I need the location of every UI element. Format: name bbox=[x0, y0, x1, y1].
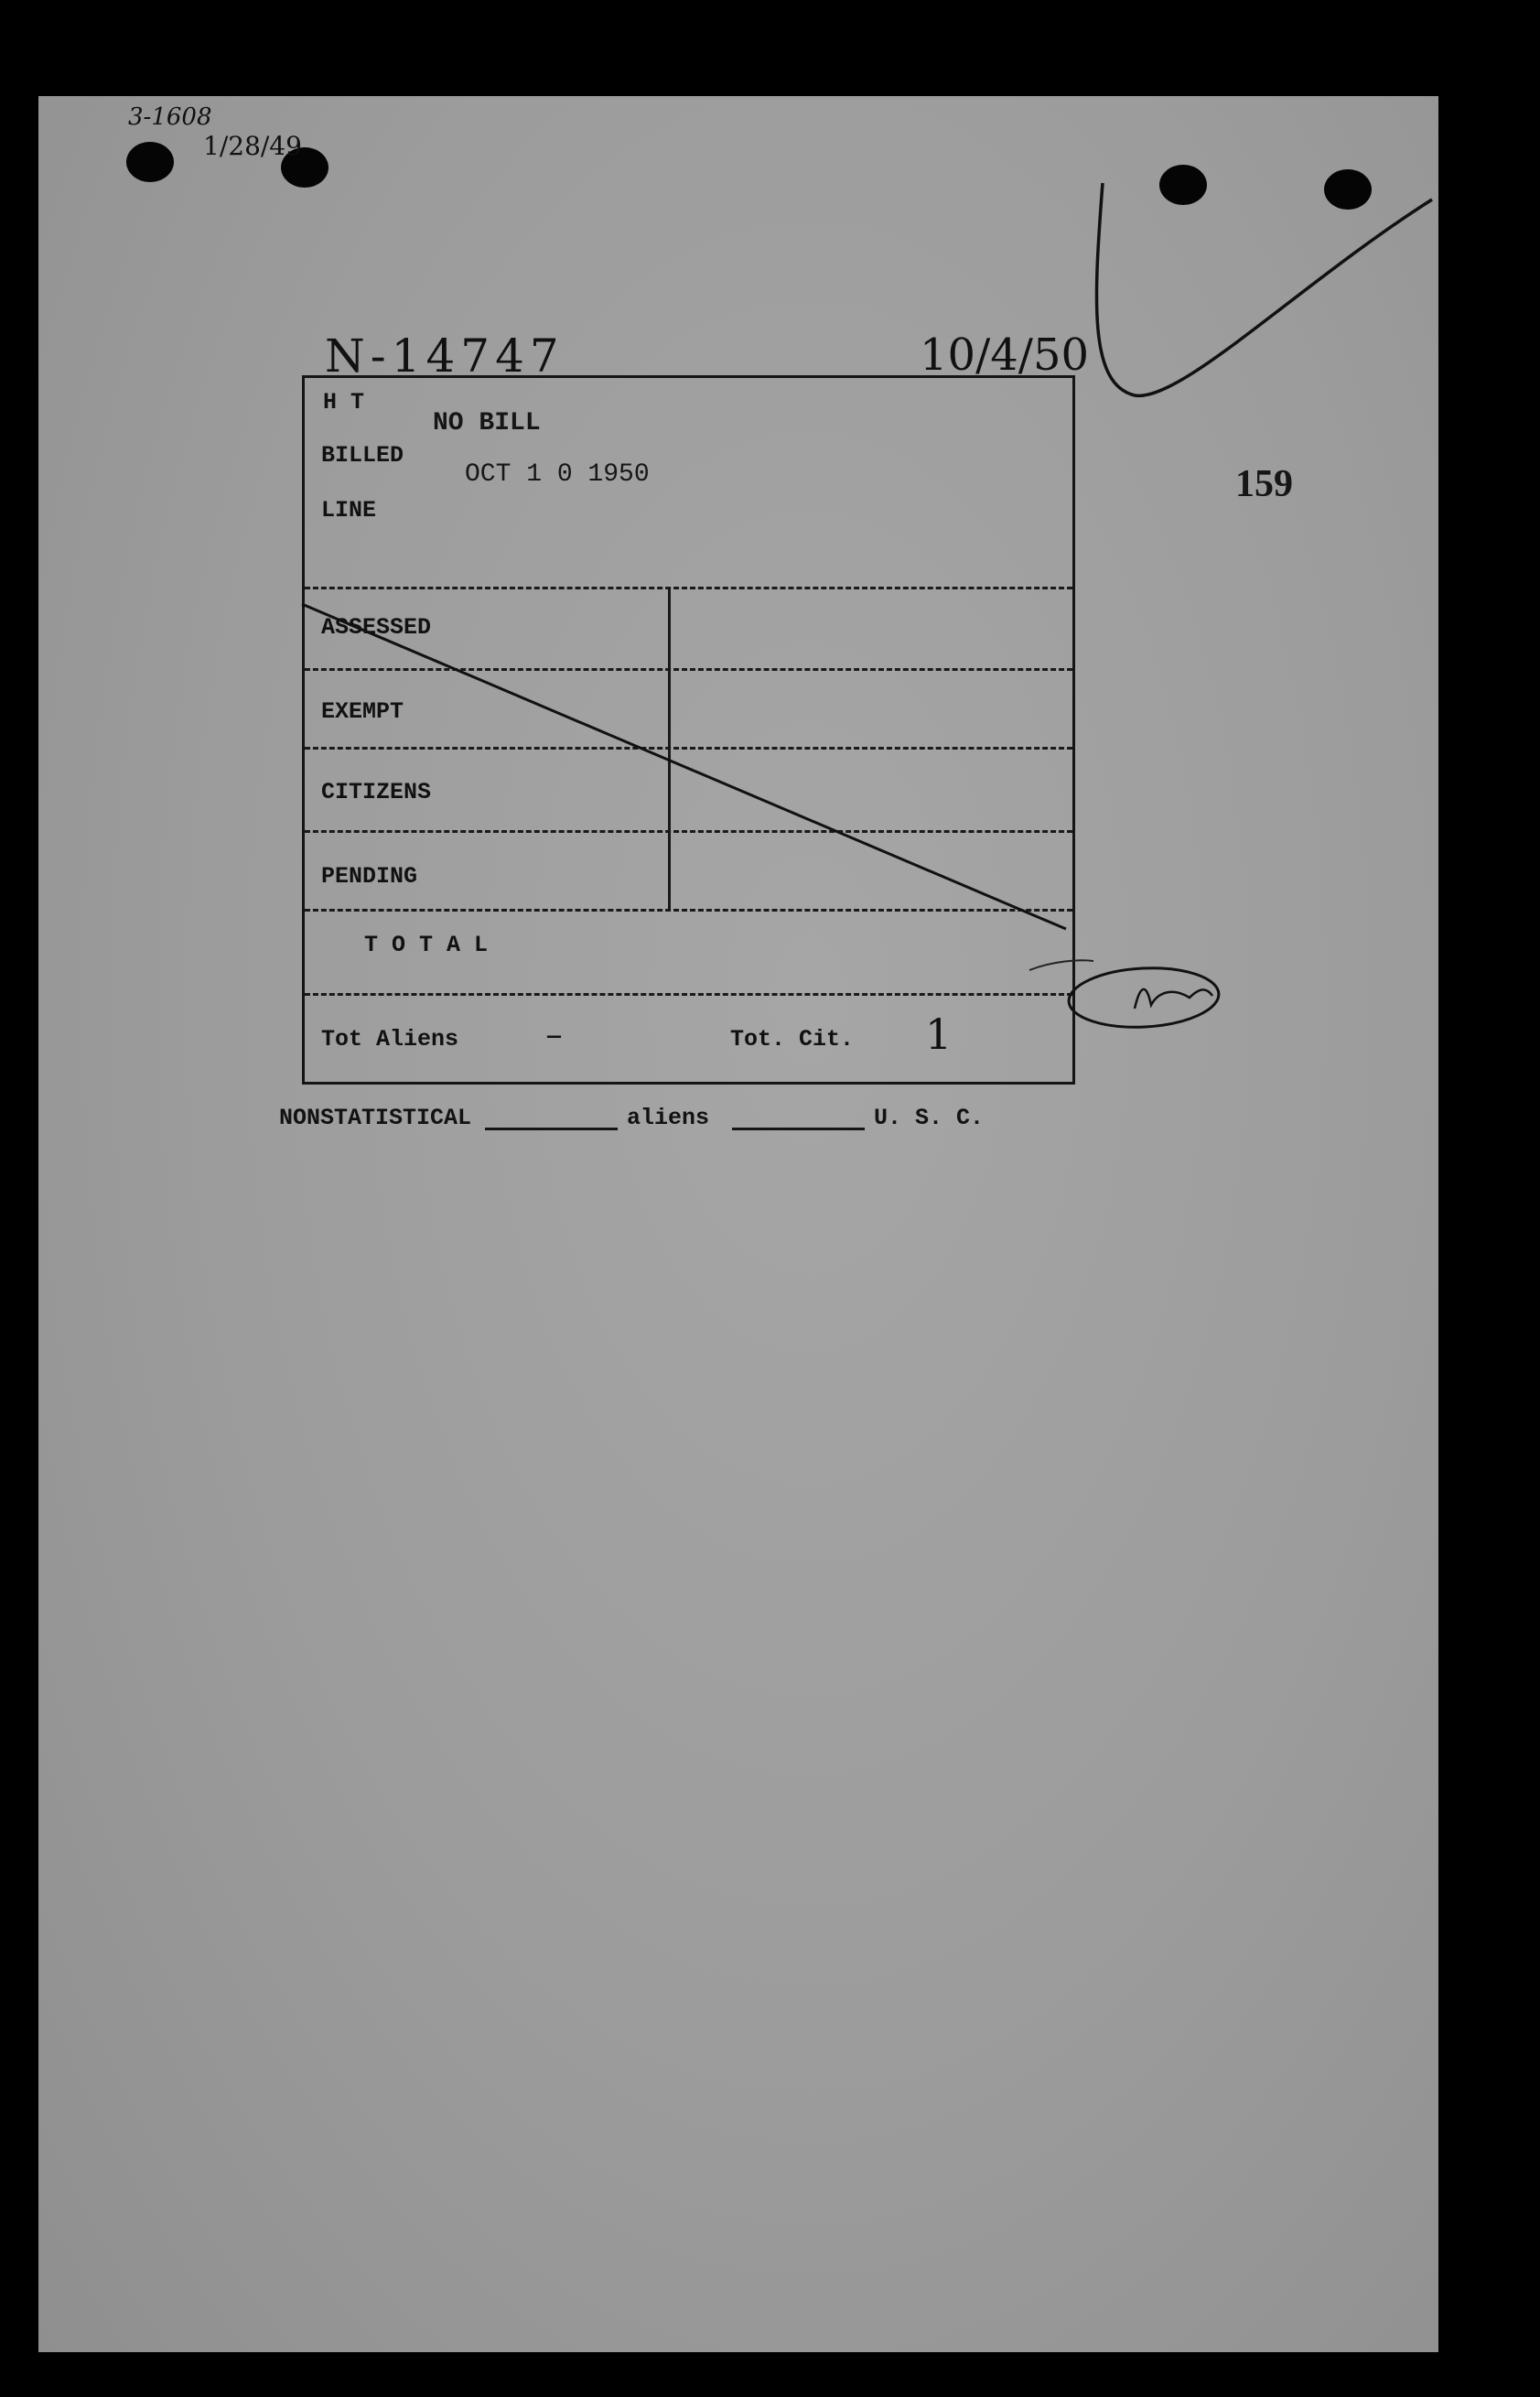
file-number: N-14747 bbox=[325, 329, 565, 383]
date-stamp: OCT 1 0 1950 bbox=[465, 460, 650, 489]
row-label-pending: PENDING bbox=[321, 863, 418, 890]
strike-through-line bbox=[302, 604, 1066, 929]
form-number: 3-1608 bbox=[128, 103, 212, 131]
row-label-citizens: CITIZENS bbox=[321, 779, 432, 805]
aliens-label: aliens bbox=[627, 1105, 710, 1131]
check-mark bbox=[1096, 183, 1432, 395]
no-bill-stamp: NO BILL bbox=[433, 409, 541, 437]
line-label: LINE bbox=[321, 497, 377, 524]
tot-aliens-value: — bbox=[547, 1023, 562, 1050]
handwritten-date: 10/4/50 bbox=[920, 329, 1090, 381]
total-label: T O T A L bbox=[364, 932, 489, 958]
page-number: 159 bbox=[1235, 463, 1293, 505]
tot-aliens-label: Tot Aliens bbox=[321, 1026, 459, 1053]
initials-circle bbox=[1067, 965, 1220, 1031]
tot-cit-value: 1 bbox=[925, 1010, 953, 1059]
row-label-exempt: EXEMPT bbox=[321, 698, 404, 725]
initials-signature bbox=[1135, 989, 1212, 1009]
billed-label: BILLED bbox=[321, 442, 404, 469]
ht-label: H T bbox=[323, 389, 365, 416]
revision-date: 1/28/49 bbox=[203, 131, 302, 161]
tot-cit-label: Tot. Cit. bbox=[730, 1026, 855, 1053]
nonstatistical-label: NONSTATISTICAL bbox=[279, 1105, 472, 1131]
row-label-assessed: ASSESSED bbox=[321, 614, 432, 641]
usc-label: U. S. C. bbox=[874, 1105, 985, 1131]
circle-tail bbox=[1029, 960, 1093, 970]
